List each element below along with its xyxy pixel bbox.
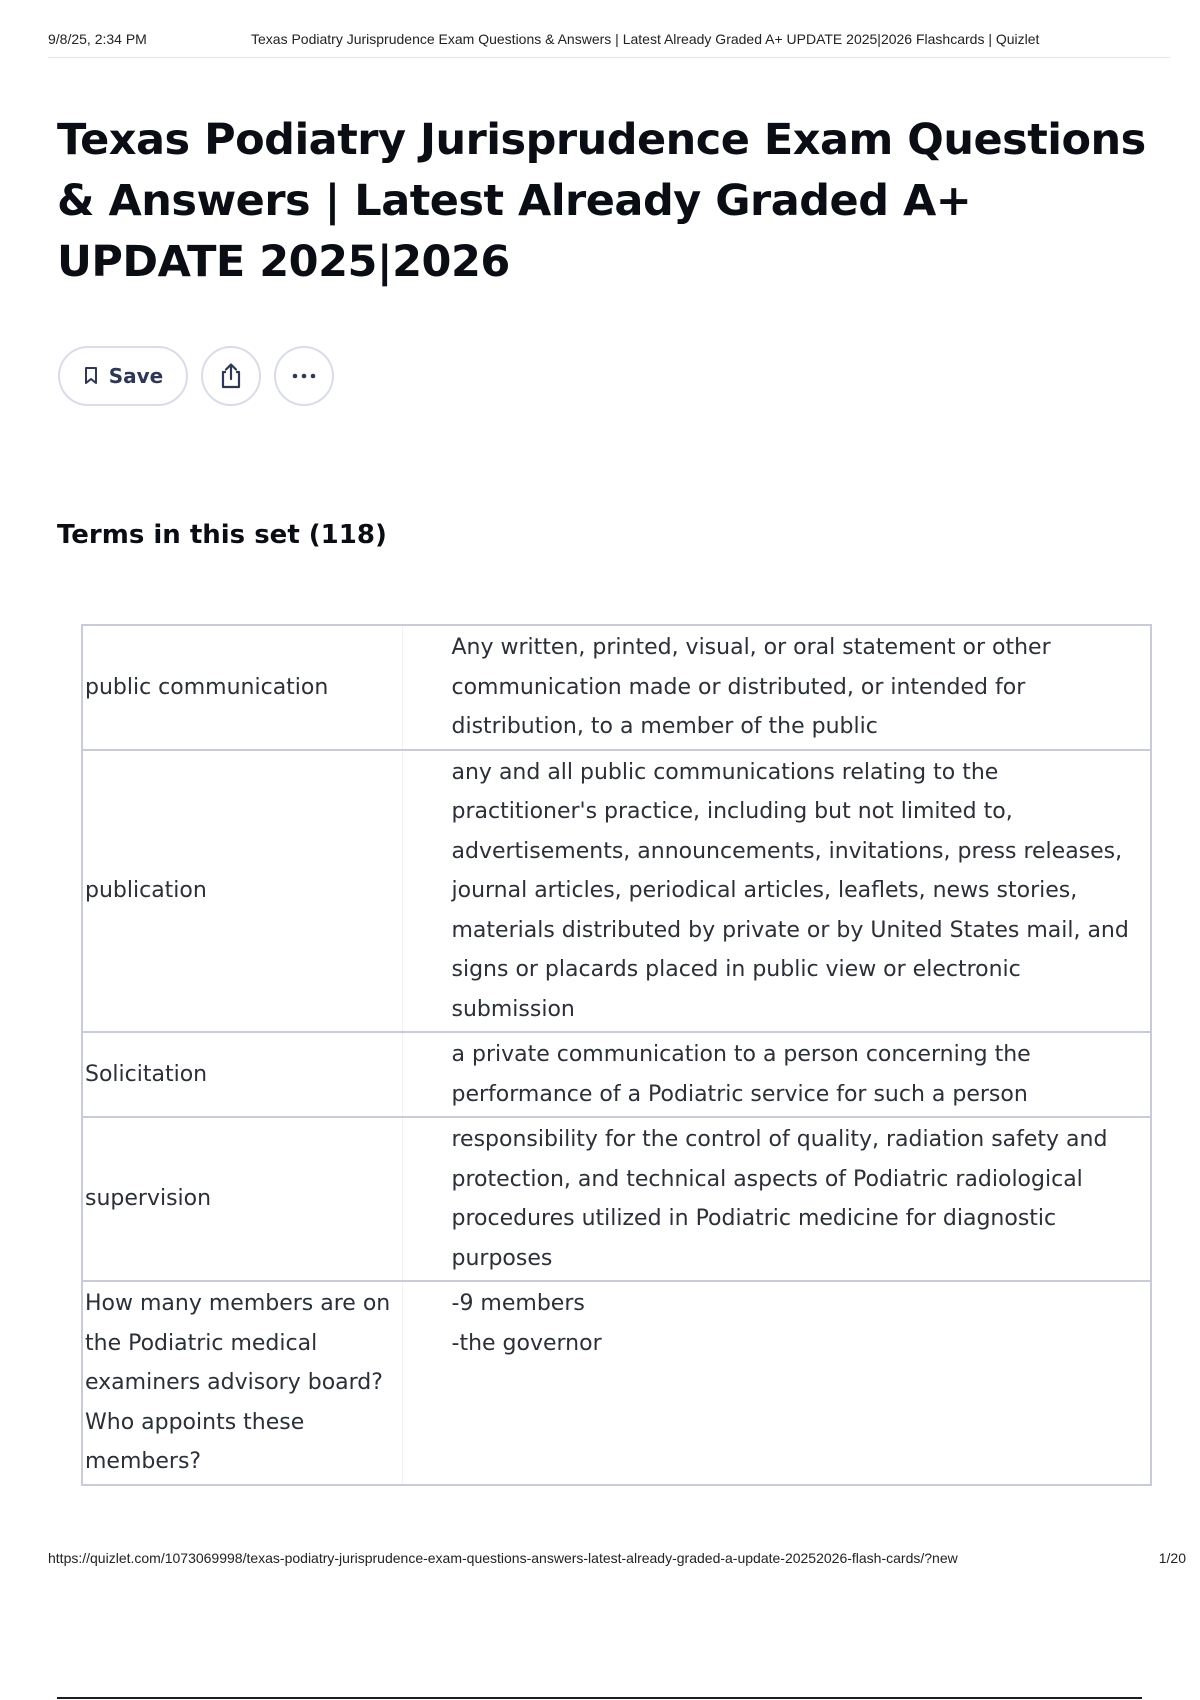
bookmark-icon [83,366,99,386]
definition-cell [402,1281,1151,1485]
table-row [82,750,1151,1033]
definition-cell: any and all public communications relating to the practitioner's practice, including but not limited to, advertisements, announcements, invitations, press releases, journal articles, periodical articles, leaflets, news stories, materials distributed by private or by United States mail, and signs or placards placed in public view or electronic submission [402,750,1151,1033]
more-icon [291,372,317,380]
term-cell: public communication [82,625,402,750]
terms-heading: Terms in this set (118) [57,520,387,550]
term-cell: Solicitation [82,1032,402,1117]
terms-table [81,624,1152,1486]
more-options-button[interactable] [274,346,334,406]
term-cell: publication [82,750,402,1033]
print-footer [48,1550,1186,1570]
definition-cell: a private communication to a person concerning the performance of a Podiatric service for such a person [402,1032,1151,1117]
action-bar [58,346,334,406]
definition-cell: Any written, printed, visual, or oral statement or other communication made or distributed, or intended for distribution, to a member of the public [402,625,1151,750]
page-number: 1/20 [1158,1550,1186,1566]
table-row [82,625,1151,750]
definition-line: -the governor [451,1330,602,1356]
page-url: https://quizlet.com/1073069998/texas-podiatry-jurisprudence-exam-questions-answers-latest-already-graded-a-update-20252026-flash-cards/?new [48,1550,958,1566]
print-header [48,28,1152,52]
bottom-divider [57,1697,1142,1699]
save-button-label: Save [108,364,164,388]
save-button[interactable] [58,346,188,406]
page-title: Texas Podiatry Jurisprudence Exam Questions & Answers | Latest Already Graded A+ UPDATE 2025|2026 [57,115,1146,287]
share-button[interactable] [201,346,261,406]
share-icon [218,362,244,390]
table-row [82,1032,1151,1117]
print-document-title: Texas Podiatry Jurisprudence Exam Questions & Answers | Latest Already Graded A+ UPDATE 2025|2026 Flashcards | Quizlet [251,31,1040,47]
table-row [82,1117,1151,1281]
table-row [82,1281,1151,1485]
print-datetime: 9/8/25, 2:34 PM [48,31,147,47]
header-divider [48,57,1170,58]
term-cell: supervision [82,1117,402,1281]
term-cell: How many members are on the Podiatric medical examiners advisory board? Who appoints these members? [82,1281,402,1485]
definition-cell: responsibility for the control of quality, radiation safety and protection, and technical aspects of Podiatric radiological procedures utilized in Podiatric medicine for diagnostic purposes [402,1117,1151,1281]
definition-line: -9 members [451,1291,585,1316]
